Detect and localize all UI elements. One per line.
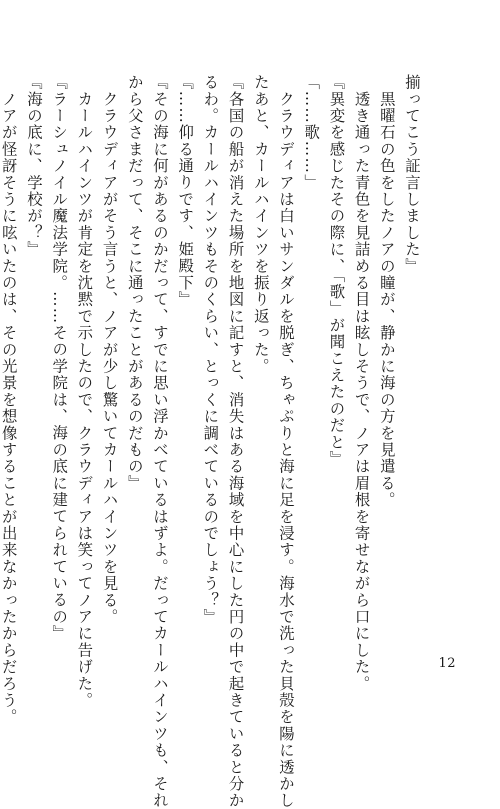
page-number: 12	[438, 656, 456, 671]
text-line: クラウディアは白いサンダルを脱ぎ、ちゃぷりと海に足を浸す。海水で洗った貝殻を陽に透かし	[276, 74, 295, 809]
text-line: 『海の底に、学校が？』	[24, 74, 43, 258]
text-line: から父さまだって、そこに通ったことがあるのだもの』	[125, 74, 144, 492]
text-line: 『……仰る通りです、姫殿下』	[176, 74, 195, 308]
text-line: 揃ってこう証言しました』	[403, 74, 421, 275]
text-line: 『各国の船が消えた場所を地図に記すと、消失はある海域を中心にした円の中で起きていると分か	[226, 74, 245, 809]
vertical-text-body	[0, 74, 424, 809]
text-line: 『異変を感じたその際に、「歌」が聞こえたのだと』	[327, 74, 346, 468]
text-line: ノアが怪訝そうに呟いたのは、その光景を想像することが出来なかったからだろう。	[0, 74, 18, 726]
text-line: 『その海に何があるのかだって、すでに思い浮かべているはずよ。だってカールハインツも、それ	[150, 74, 169, 809]
text-line: 黒曜石の色をしたノアの瞳が、静かに海の方を見遣る。	[377, 74, 396, 509]
text-line: 透き通った青色を見詰める目は眩しそうで、ノアは眉根を寄せながら口にした。	[352, 74, 371, 692]
text-line: クラウディアがそう言うと、ノアが少し驚いてカールハインツを見る。	[100, 74, 119, 626]
text-line: るわ。カールハインツもそのくらい、とっくに調べているのでしょう？』	[201, 74, 220, 626]
text-line: カールハインツが肯定を沈黙で示したので、クラウディアは笑ってノアに告げた。	[75, 74, 94, 709]
text-line: 「……歌……」	[302, 74, 321, 191]
text-line: 『ラーシュノイル魔法学院。……その学院は、海の底に建てられているの』	[50, 74, 69, 642]
text-line: たあと、カールハインツを振り返った。	[251, 74, 270, 375]
